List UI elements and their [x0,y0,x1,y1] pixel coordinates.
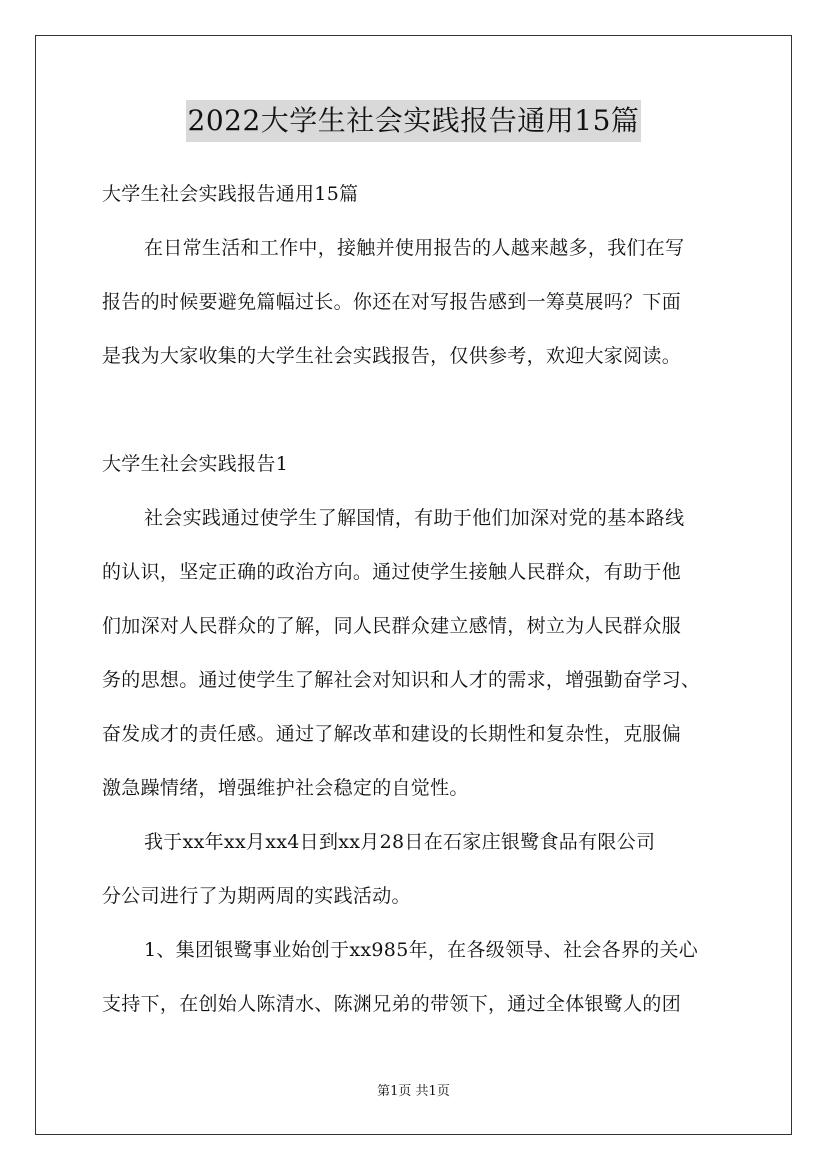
intro-line: 在日常生活和工作中，接触并使用报告的人越来越多，我们在写 [144,237,685,259]
paragraph-line: 务的思想。通过使学生了解社会对知识和人才的需求，增强勤奋学习、 [102,669,701,691]
paragraph-line: 社会实践通过使学生了解国情，有助于他们加深对党的基本路线 [144,507,685,529]
intro-line: 报告的时候要避免篇幅过长。你还在对写报告感到一筹莫展吗？下面 [102,291,682,313]
paragraph-line: 分公司进行了为期两周的实践活动。 [102,885,411,907]
paragraph-line: 激急躁情绪，增强维护社会稳定的自觉性。 [102,777,469,799]
paragraph-line: 我于xx年xx月xx4日到xx月28日在石家庄银鹭食品有限公司 [144,831,656,853]
document-subtitle: 大学生社会实践报告通用15篇 [102,183,359,205]
section-heading: 大学生社会实践报告1 [102,453,289,475]
paragraph-line: 们加深对人民群众的了解，同人民群众建立感情，树立为人民群众服 [102,615,682,637]
document-title: 2022大学生社会实践报告通用15篇 [186,100,642,142]
paragraph-line: 1、集团银鹭事业始创于xx985年，在各级领导、社会各界的关心 [144,939,699,961]
intro-line: 是我为大家收集的大学生社会实践报告，仅供参考，欢迎大家阅读。 [102,345,682,367]
page-number: 第1页 共1页 [377,1084,450,1099]
paragraph-line: 支持下，在创始人陈清水、陈渊兄弟的带领下，通过全体银鹭人的团 [102,993,682,1015]
paragraph-line: 的认识，坚定正确的政治方向。通过使学生接触人民群众，有助于他 [102,561,682,583]
paragraph-line: 奋发成才的责任感。通过了解改革和建设的长期性和复杂性，克服偏 [102,723,682,745]
